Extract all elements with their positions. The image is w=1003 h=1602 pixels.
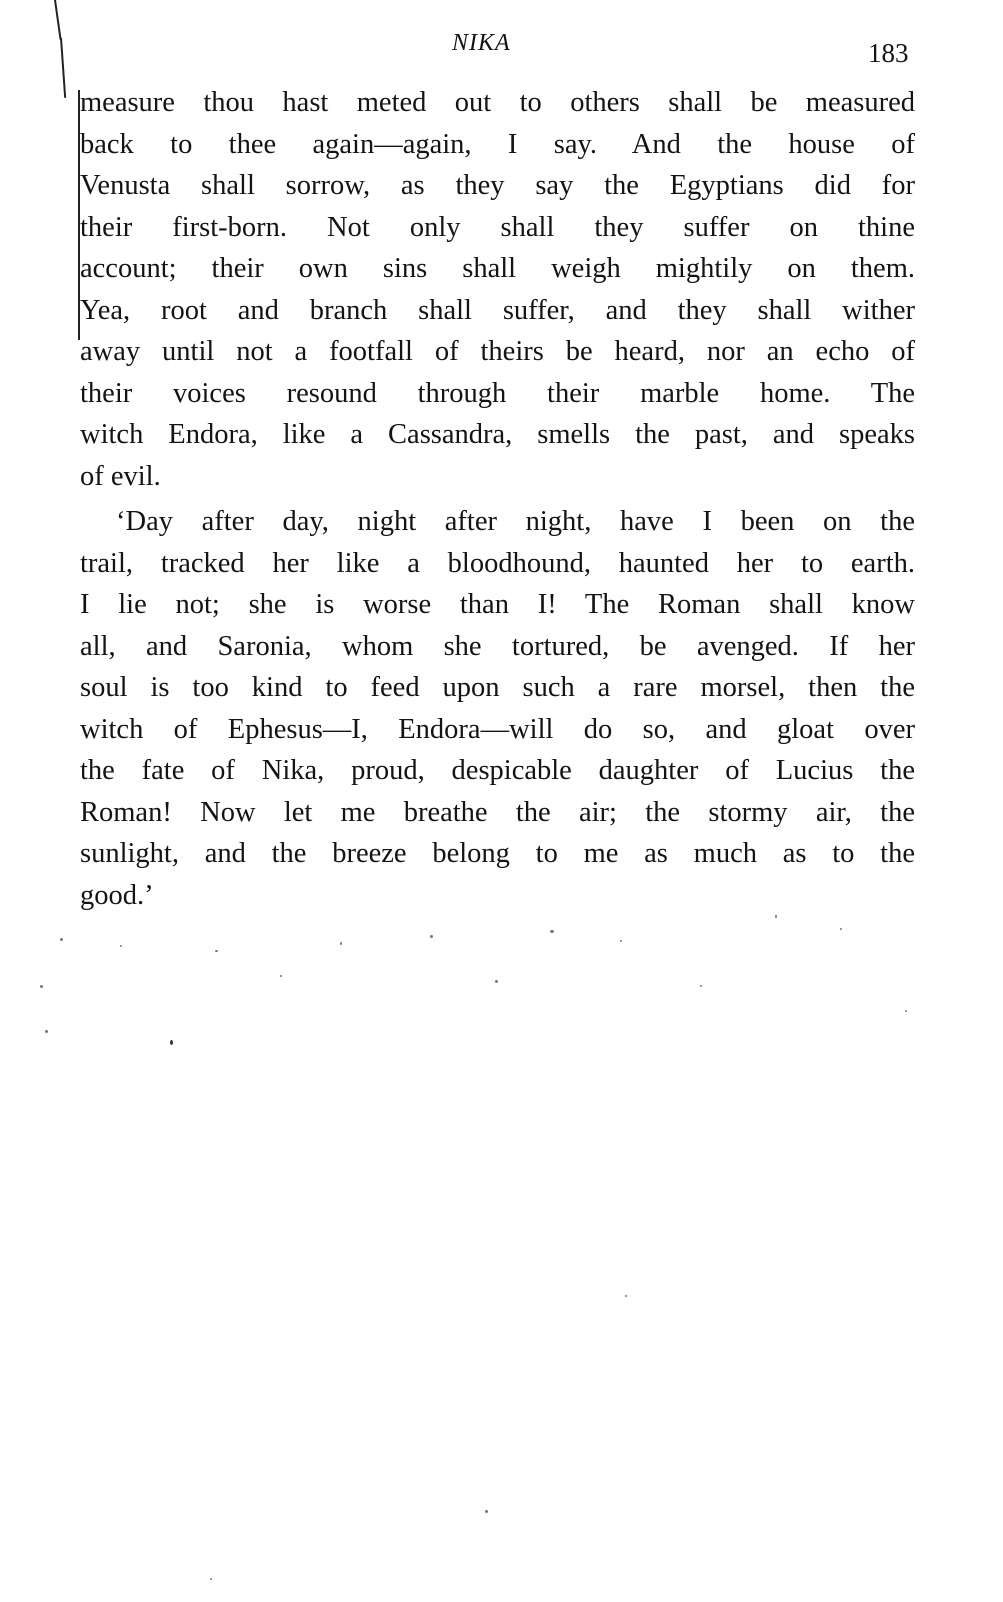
text-line: of evil. [80,460,161,492]
scan-speck [280,975,282,977]
scan-speck [840,928,842,930]
text-line: witch of Ephesus—I, Endora—will do so, and gloat over [80,713,915,745]
scan-speck [905,1010,907,1012]
text-line: good.’ [80,879,154,911]
scan-speck [485,1510,488,1513]
text-line: Yea, root and branch shall suffer, and they shall wither [80,294,915,326]
text-line: I lie not; she is worse than I! The Roman shall know [80,589,915,620]
text-line: sunlight, and the breeze belong to me as much as to the [80,838,915,869]
text-line: trail, tracked her like a bloodhound, haunted her to earth. [80,547,915,579]
text-line: ‘Day after day, night after night, have I been on the [116,506,915,537]
scan-speck [45,1030,48,1033]
paragraph [80,82,915,497]
scan-speck [550,930,554,933]
text-line: witch Endora, like a Cassandra, smells the past, and speaks [80,419,915,450]
text-line: away until not a footfall of theirs be heard, nor an echo of [80,336,915,367]
text-line: soul is too kind to feed upon such a rare morsel, then the [80,672,915,703]
scan-speck [620,940,622,942]
text-line: Venusta shall sorrow, as they say the Egyptians did for [80,170,915,201]
running-head [0,30,1003,70]
text-line: Roman! Now let me breathe the air; the stormy air, the [80,796,915,828]
text-line: their voices resound through their marble home. The [80,377,915,409]
text-line: their first-born. Not only shall they suffer on thine [80,211,915,243]
text-line: account; their own sins shall weigh mightily on them. [80,253,915,284]
paragraph [80,501,915,916]
scan-speck [215,950,218,952]
body-text [80,82,915,916]
scan-speck [120,945,122,947]
scan-speck [430,935,433,938]
scan-speck [340,942,342,945]
scan-speck [60,938,63,941]
text-line: measure thou hast meted out to others shall be measured [80,87,915,118]
page-number: 183 [868,38,909,68]
scan-speck [40,985,43,988]
text-line: back to thee again—again, I say. And the house of [80,128,915,160]
scan-speck [625,1295,627,1297]
scan-speck [495,980,498,983]
scan-speck [210,1578,212,1580]
text-line: all, and Saronia, whom she tortured, be avenged. If her [80,630,915,662]
scan-speck [170,1040,173,1045]
running-title: NIKA [452,30,511,56]
scan-speck [775,915,777,918]
text-line: the fate of Nika, proud, despicable daughter of Lucius the [80,755,915,786]
scan-speck [700,985,702,987]
